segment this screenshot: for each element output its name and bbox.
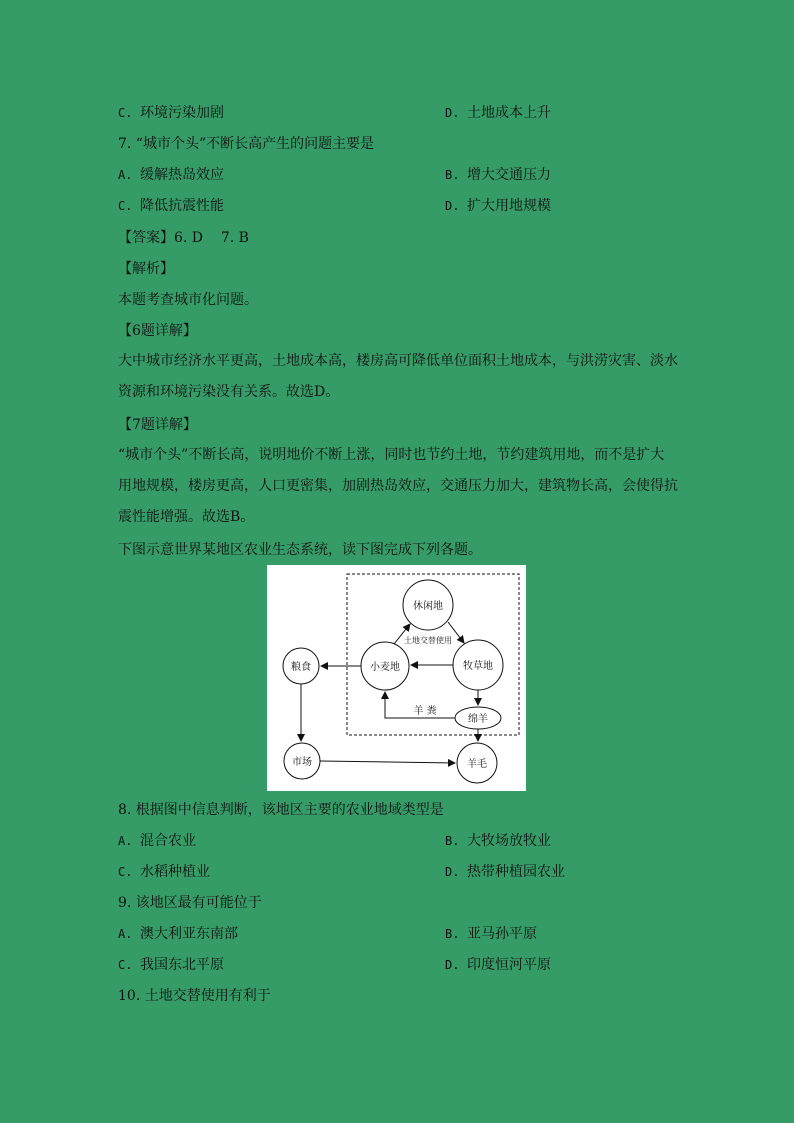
- q7-detail-heading: 【7题详解】: [118, 417, 197, 433]
- analysis-heading: 【解析】: [118, 261, 174, 277]
- q9-option-a: A. 澳大利亚东南部: [118, 926, 238, 942]
- node-grain-label: 粮食: [291, 662, 311, 673]
- q6-option-c: C. 环境污染加剧: [118, 105, 224, 121]
- q9-option-c: C. 我国东北平原: [118, 957, 224, 973]
- diagram-intro: 下图示意世界某地区农业生态系统，读下图完成下列各题。: [118, 542, 482, 558]
- q6-detail-heading: 【6题详解】: [118, 323, 197, 339]
- q8-stem: 8. 根据图中信息判断，该地区主要的农业地域类型是: [118, 802, 444, 818]
- q8-option-c: C. 水稻种植业: [118, 864, 210, 880]
- q8-option-d: D. 热带种植园农业: [445, 864, 565, 880]
- q9-option-d: D. 印度恒河平原: [445, 957, 551, 973]
- q9-stem: 9. 该地区最有可能位于: [118, 895, 262, 911]
- diagram-svg: [267, 565, 526, 791]
- q8-option-b: B. 大牧场放牧业: [445, 833, 551, 849]
- q7-detail: “城市个头”不断长高，说明地价不断上涨，同时也节约土地，节约建筑用地，而不是扩大用地规模，楼房更高，人口更密集，加剧热岛效应，交通压力加大，建筑物长高，会使得抗震性能增强。故选B。: [118, 447, 678, 525]
- analysis-intro: 本题考查城市化问题。: [118, 292, 258, 308]
- q10-stem: 10. 土地交替使用有利于: [118, 988, 271, 1004]
- arrow-market-to-wool: [320, 761, 455, 763]
- q6-detail: 大中城市经济水平更高，土地成本高，楼房高可降低单位面积土地成本，与洪涝灾害、淡水资源和环境污染没有关系。故选D。: [118, 353, 678, 400]
- node-wheat-label: 小麦地: [370, 662, 400, 673]
- rotation-label: 土地交替使用: [404, 636, 452, 645]
- node-wool-label: 羊毛: [467, 759, 487, 770]
- manure-label: 羊 粪: [413, 706, 437, 717]
- answer-line: 【答案】6. D 7. B: [118, 230, 249, 246]
- q7-option-b: B. 增大交通压力: [445, 167, 551, 183]
- q7-option-a: A. 缓解热岛效应: [118, 167, 224, 183]
- node-sheep-label: 绵羊: [468, 714, 488, 725]
- q8-option-a: A. 混合农业: [118, 833, 196, 849]
- node-leisure-label: 休闲地: [413, 601, 443, 612]
- q6-option-d: D. 土地成本上升: [445, 105, 551, 121]
- q7-option-d: D. 扩大用地规模: [445, 198, 551, 214]
- q7-option-c: C. 降低抗震性能: [118, 198, 224, 214]
- node-pasture-label: 牧草地: [463, 661, 493, 672]
- q9-option-b: B. 亚马孙平原: [445, 926, 537, 942]
- agriculture-ecosystem-diagram: [267, 565, 526, 791]
- node-market-label: 市场: [292, 757, 312, 768]
- q7-stem: 7. “城市个头”不断长高产生的问题主要是: [118, 136, 375, 152]
